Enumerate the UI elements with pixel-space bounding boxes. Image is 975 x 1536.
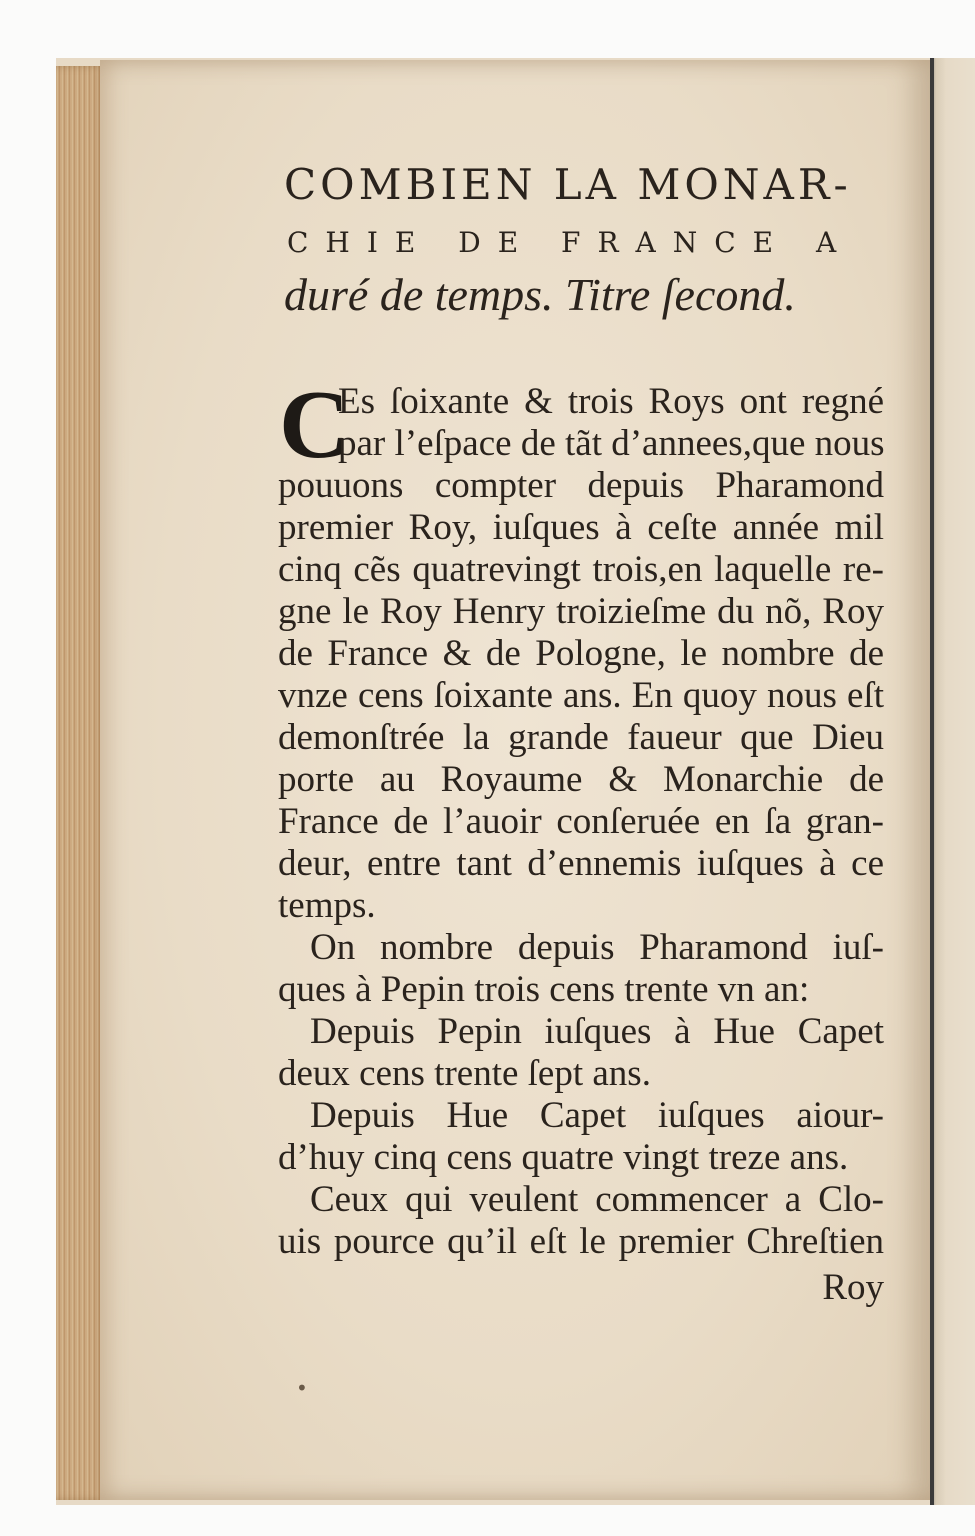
- text-line: vnze cens ſoixante ans. En quoy nous eſt: [278, 675, 884, 716]
- text-line: uis pource qu’il eſt le premier Chreſtien: [278, 1221, 884, 1262]
- book-spine: [930, 58, 934, 1505]
- drop-cap: C: [279, 371, 350, 479]
- text-line: Depuis Hue Capet iuſques aiour-: [310, 1095, 884, 1136]
- text-line: deux cens trente ſept ans.: [278, 1053, 651, 1094]
- text-line: deur, entre tant d’ennemis iuſques à ce: [278, 843, 884, 884]
- catchword: Roy: [822, 1267, 884, 1308]
- ink-spot: •: [296, 1376, 308, 1400]
- text-line: de France & de Pologne, le nombre de: [278, 633, 884, 674]
- text-line: d’huy cinq cens quatre vingt treze ans.: [278, 1137, 849, 1178]
- text-line: demonſtrée la grande faueur que Dieu: [278, 717, 884, 758]
- text-line: France de l’auoir conſeruée en ſa gran-: [278, 801, 884, 842]
- text-line: gne le Roy Henry troizieſme du nõ, Roy: [278, 591, 884, 632]
- text-line: premier Roy, iuſques à ceſte année mil: [278, 507, 884, 548]
- text-line: cinq cẽs quatrevingt trois,en laquelle re-: [278, 549, 884, 590]
- text-line: ques à Pepin trois cens trente vn an:: [278, 969, 810, 1010]
- heading-line-1: COMBIEN LA MONAR-: [284, 160, 852, 209]
- heading-line-2: CHIE DE FRANCE A: [287, 226, 854, 259]
- heading-line-3: duré de temps. Titre ſecond.: [284, 269, 796, 320]
- text-line: temps.: [278, 885, 376, 926]
- text-line: On nombre depuis Pharamond iuſ-: [310, 927, 884, 968]
- text-line: Ceux qui veulent commencer a Clo-: [310, 1179, 884, 1220]
- text-line: pouuons compter depuis Pharamond: [278, 465, 884, 506]
- text-line: Depuis Pepin iuſques à Hue Capet: [310, 1011, 884, 1052]
- text-line: par l’eſpace de tãt d’annees,que nous: [338, 423, 885, 464]
- facing-page: [930, 58, 975, 1505]
- text-line: Es ſoixante & trois Roys ont regné: [338, 381, 884, 422]
- page-edges: [56, 66, 106, 1500]
- text-line: porte au Royaume & Monarchie de: [278, 759, 884, 800]
